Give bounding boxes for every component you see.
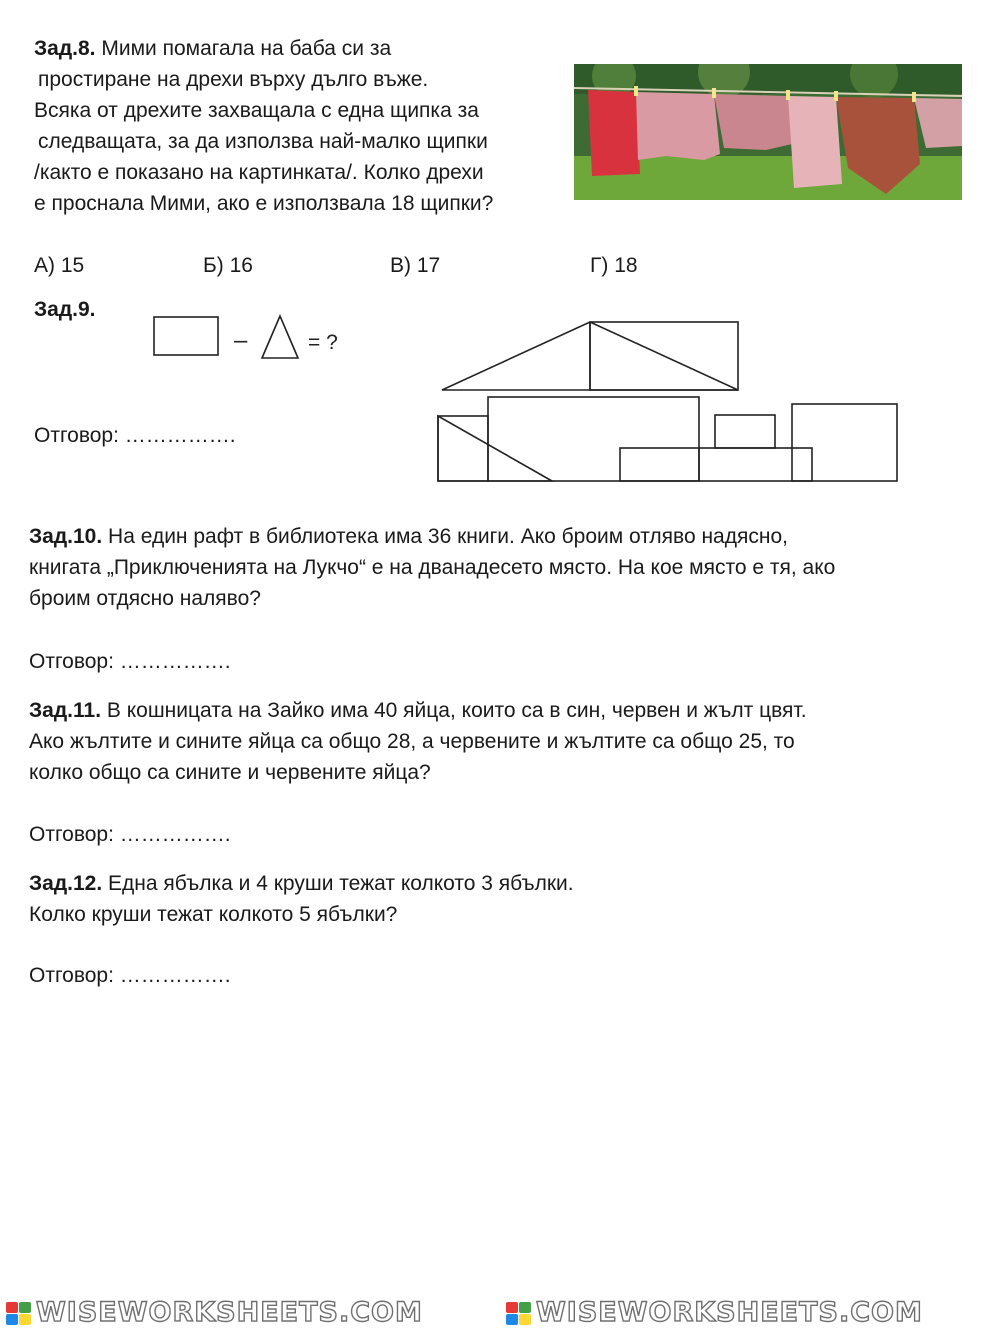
rectangle-symbol: [154, 317, 218, 355]
clothes-peg: [912, 92, 916, 102]
task10-label: Зад.10.: [29, 525, 103, 548]
big-rectangle: [488, 397, 699, 481]
task11-line-1: Зад.11. В кошницата на Зайко има 40 яйца, които са в син, червен и жълт цвят.: [29, 699, 807, 722]
footer-text-1: WISEWORKSHEETS.COM: [36, 1297, 423, 1328]
small-rectangle: [715, 415, 775, 448]
logo-icon: [506, 1302, 532, 1326]
task9-answer: Отговор: …………….: [34, 424, 236, 447]
task10-line-1: Зад.10. На един рафт в библиотека има 36 книги. Ако броим отляво надясно,: [29, 525, 788, 548]
house-figure: [430, 316, 910, 488]
bottom-rectangle: [620, 448, 812, 481]
task8-line-4: следващата, за да използва най-малко щипки: [38, 130, 488, 153]
clothes-peg: [786, 90, 790, 100]
right-rectangle: [792, 404, 897, 481]
clothes-peg: [634, 86, 638, 96]
task11-label: Зад.11.: [29, 699, 102, 722]
task12-answer: Отговор: …………….: [29, 964, 231, 987]
task12-label: Зад.12.: [29, 872, 103, 895]
task8-line-6: е проснала Мими, ако е използвала 18 щипки?: [34, 192, 494, 215]
task11-line-2: Ако жълтите и сините яйца са общо 28, а червените и жълтите са общо 25, то: [29, 730, 795, 753]
left-rectangle: [438, 416, 488, 481]
task8-line-5: /както е показано на картинката/. Колко дрехи: [34, 161, 484, 184]
task10-line-2: книгата „Приключенията на Лукчо“ е на дванадесето място. На кое място е тя, ако: [29, 556, 836, 579]
task10-line-3: броим отдясно наляво?: [29, 587, 261, 610]
task8-line-3: Всяка от дрехите захващала с една щипка за: [34, 99, 479, 122]
task8-label: Зад.8.: [34, 37, 96, 60]
task12-line-1: Зад.12. Една ябълка и 4 круши тежат колкото 3 ябълки.: [29, 872, 574, 895]
task9-label: Зад.9.: [34, 298, 96, 321]
task9-equation: [150, 312, 360, 364]
pink-cloth-3: [788, 96, 842, 188]
option-c: В) 17: [390, 254, 441, 277]
red-cloth: [588, 90, 640, 176]
equals-question: = ?: [308, 331, 338, 354]
task11-answer: Отговор: …………….: [29, 823, 231, 846]
minus-sign: –: [234, 327, 248, 354]
task10-answer: Отговор: …………….: [29, 650, 231, 673]
logo-icon: [6, 1302, 32, 1326]
triangle-symbol: [262, 316, 298, 358]
pink-cloth-1: [636, 92, 720, 160]
task8-line-2: простиране на дрехи върху дълго въже.: [38, 68, 429, 91]
task11-line-3: колко общо са сините и червените яйца?: [29, 761, 431, 784]
option-b: Б) 16: [203, 254, 253, 277]
left-triangle: [438, 416, 552, 481]
clothes-peg: [834, 91, 838, 101]
clothes-peg: [712, 88, 716, 98]
option-d: Г) 18: [590, 254, 638, 277]
task12-line-2: Колко круши тежат колкото 5 ябълки?: [29, 903, 398, 926]
footer-text-2: WISEWORKSHEETS.COM: [536, 1297, 923, 1328]
clothesline-picture: [574, 64, 962, 200]
option-a: А) 15: [34, 254, 85, 277]
footer-watermark: [0, 1294, 1000, 1332]
task8-line-1: Зад.8. Мими помагала на баба си за: [34, 37, 392, 60]
pink-cloth-2: [714, 94, 792, 150]
